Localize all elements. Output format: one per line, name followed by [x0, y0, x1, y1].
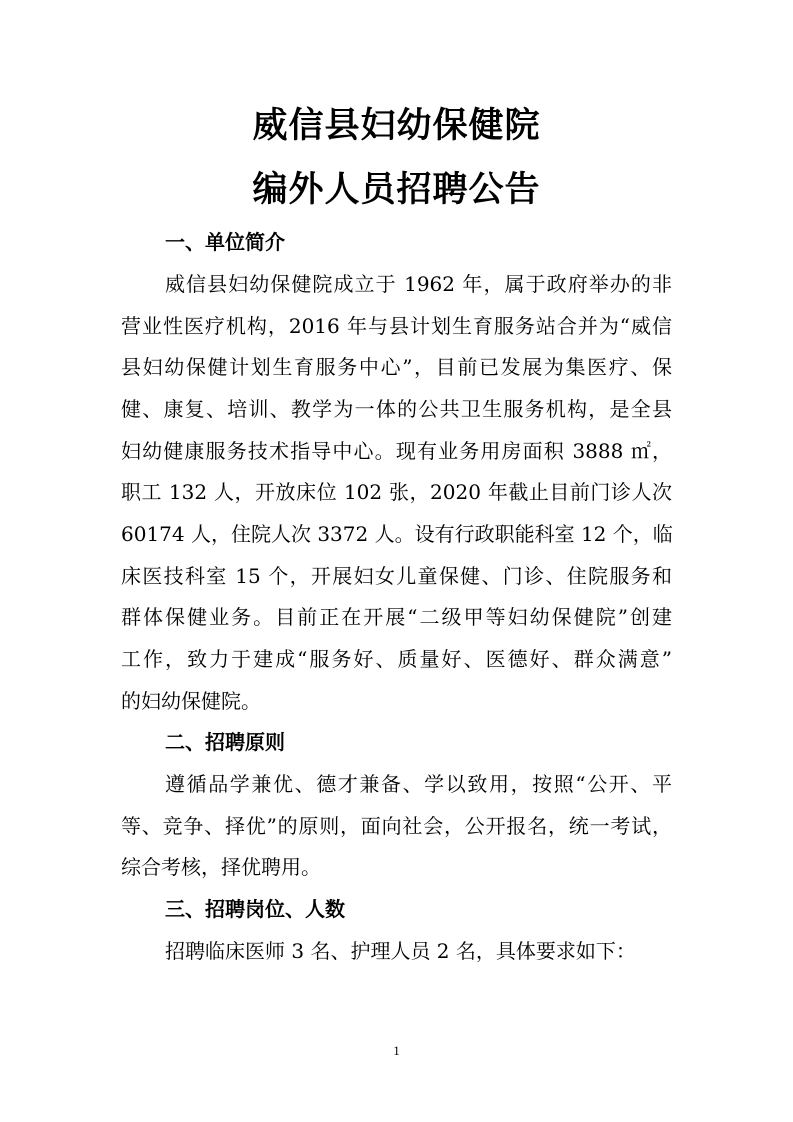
- paragraph-line: 职工 132 人，开放床位 102 张，2020 年截止目前门诊人次: [121, 480, 672, 504]
- document-title-line-1: 威信县妇幼保健院: [252, 105, 541, 146]
- paragraph-line: 健、康复、培训、教学为一体的公共卫生服务机构，是全县: [121, 397, 672, 421]
- paragraph-line: 遵循品学兼优、德才兼备、学以致用，按照“公开、平: [165, 772, 672, 796]
- page-number: 1: [393, 1043, 400, 1058]
- paragraph-line: 60174 人，住院人次 3372 人。设有行政职能科室 12 个，临: [121, 522, 673, 546]
- paragraph-line: 营业性医疗机构，2016 年与县计划生育服务站合并为“威信: [121, 314, 672, 338]
- paragraph-line: 床医技科室 15 个，开展妇女儿童保健、门诊、住院服务和: [121, 564, 672, 588]
- paragraph-line: 威信县妇幼保健院成立于 1962 年，属于政府举办的非: [165, 272, 672, 296]
- paragraph-line: 群体保健业务。目前正在开展“二级甲等妇幼保健院”创建: [121, 605, 672, 629]
- paragraph-line: 招聘临床医师 3 名、护理人员 2 名，具体要求如下：: [165, 939, 636, 963]
- paragraph-line: 的妇幼保健院。: [121, 689, 261, 713]
- paragraph-line: 妇幼健康服务技术指导中心。现有业务用房面积 3888 ㎡，: [121, 439, 672, 463]
- paragraph-line: 工作，致力于建成“服务好、质量好、医德好、群众满意”: [121, 647, 672, 671]
- paragraph-line: 等、竞争、择优”的原则，面向社会，公开报名，统一考试，: [121, 814, 672, 838]
- section-heading-positions-and-headcount: 三、招聘岗位、人数: [165, 897, 345, 921]
- section-heading-recruitment-principles: 二、招聘原则: [165, 730, 285, 754]
- document-title-line-2: 编外人员招聘公告: [252, 169, 541, 210]
- section-heading-unit-intro: 一、单位简介: [165, 230, 285, 254]
- paragraph-line: 县妇幼保健计划生育服务中心”，目前已发展为集医疗、保: [121, 355, 672, 379]
- paragraph-line: 综合考核，择优聘用。: [121, 855, 321, 879]
